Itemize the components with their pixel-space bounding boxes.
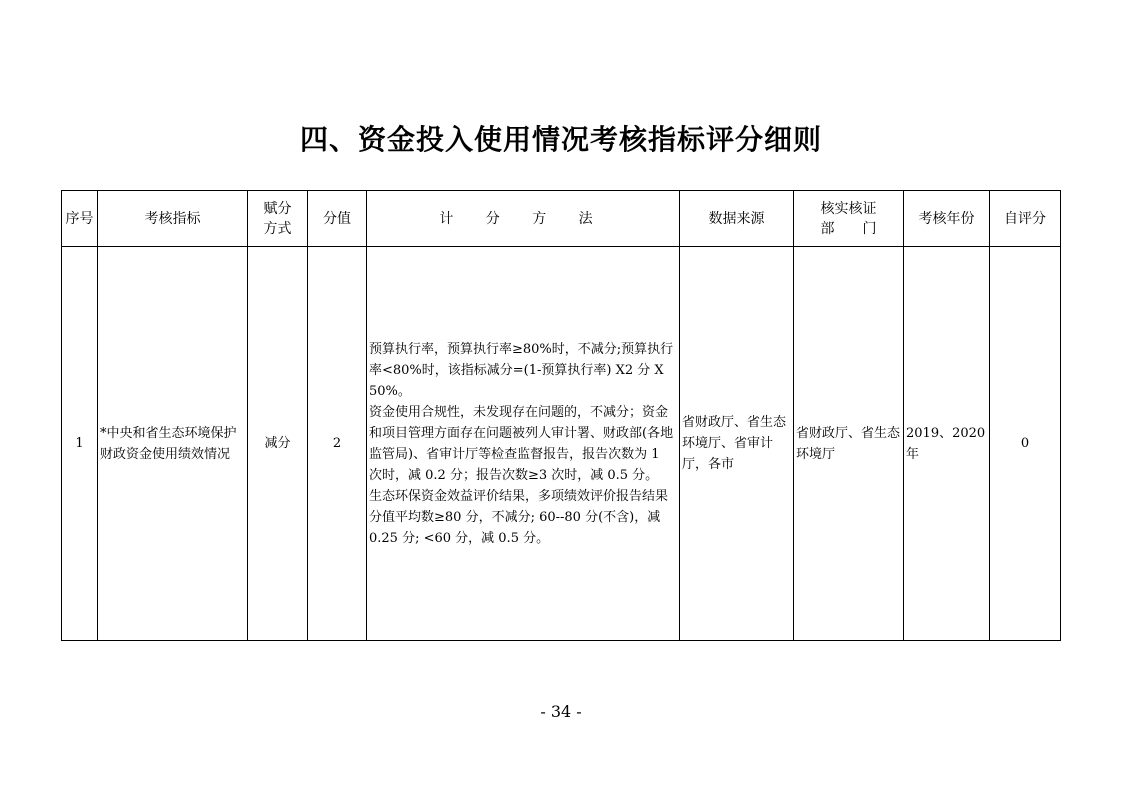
header-year: 考核年份	[904, 191, 990, 247]
header-seq: 序号	[62, 191, 98, 247]
header-score: 分值	[308, 191, 367, 247]
calc-rule-benefit-evaluation: 生态环保资金效益评价结果，多项绩效评价报告结果分值平均数≥80 分，不减分; 60--80 分(不含)，减 0.25 分; <60 分，减 0.5 分。	[369, 488, 669, 546]
cell-self-score: 0	[990, 247, 1061, 641]
cell-method-type: 减分	[248, 247, 308, 641]
header-calc-method	[367, 191, 680, 247]
cell-score: 2	[308, 247, 367, 641]
scoring-table	[61, 190, 1061, 641]
header-indicator: 考核指标	[98, 191, 248, 247]
header-method-type	[248, 191, 308, 247]
cell-indicator: *中央和省生态环境保护财政资金使用绩效情况	[98, 247, 248, 641]
header-calc-method-label: 计 分 方 法	[439, 210, 607, 227]
header-method-type-line2: 方式	[263, 220, 292, 237]
page-title: 四、资金投入使用情况考核指标评分细则	[299, 123, 822, 156]
header-data-source: 数据来源	[680, 191, 794, 247]
header-verify-dept-line2: 部 门	[820, 220, 877, 237]
page-number: - 34 -	[540, 702, 582, 721]
header-verify-dept	[794, 191, 904, 247]
cell-data-source: 省财政厅、省生态环境厅、省审计厅，各市	[680, 247, 794, 641]
header-self-score: 自评分	[990, 191, 1061, 247]
cell-year: 2019、2020 年	[904, 247, 990, 641]
table-header-row	[62, 191, 1061, 247]
cell-verify-dept: 省财政厅、省生态环境厅	[794, 247, 904, 641]
header-verify-dept-line1: 核实核证	[820, 200, 877, 217]
header-method-type-line1: 赋分	[263, 200, 292, 217]
cell-calc-method	[367, 247, 680, 641]
table-row	[62, 247, 1061, 641]
calc-rule-budget-execution: 预算执行率，预算执行率≥80%时，不减分;预算执行率<80%时，该指标减分=(1-预算执行率) X2 分 X 50%。	[369, 341, 674, 399]
calc-rule-fund-compliance: 资金使用合规性，未发现存在问题的，不减分；资金和项目管理方面存在问题被列人审计署、财政部(各地监管局)、省审计厅等检查监督报告，报告次数为 1 次时，减 0.2 分；报告次数≥3 次时，减 0.5 分。	[369, 404, 674, 483]
cell-seq: 1	[62, 247, 98, 641]
